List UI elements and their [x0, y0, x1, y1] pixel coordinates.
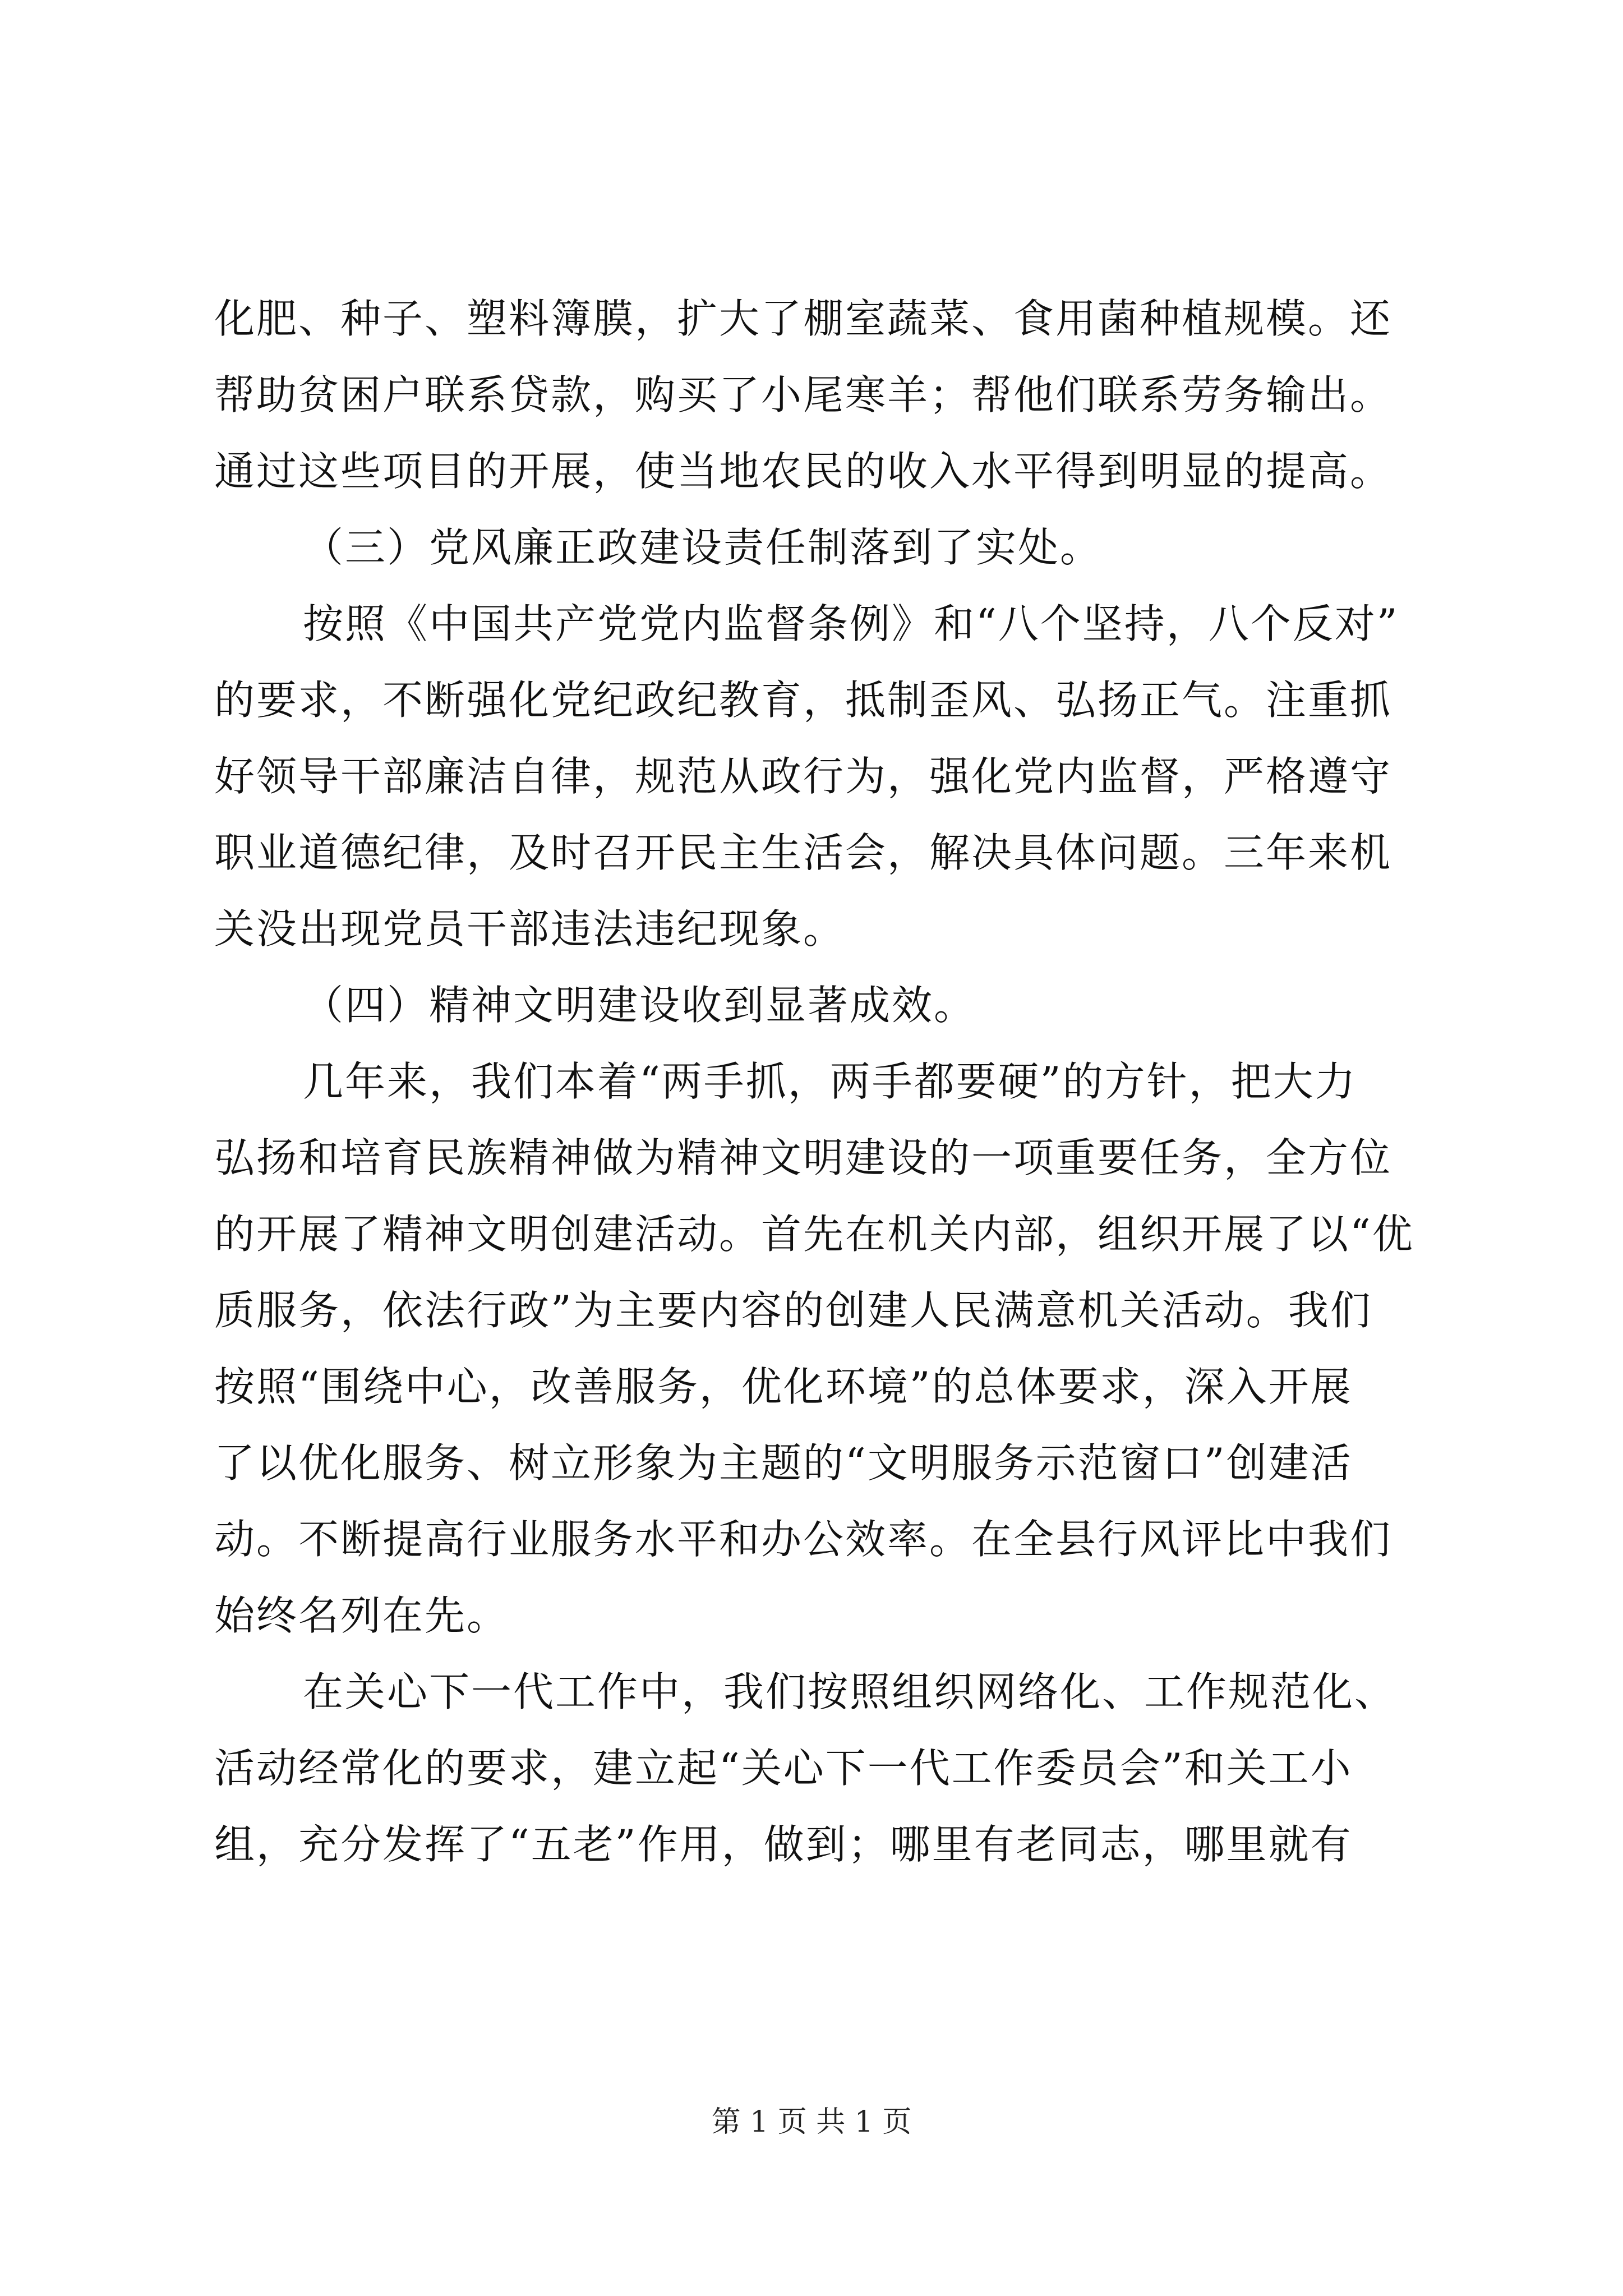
text-line: 按照“围绕中心，改善服务，优化环境”的总体要求，深入开展	[214, 1363, 1353, 1410]
text-line: 了以优化服务、树立形象为主题的“文明服务示范窗口”创建活	[214, 1439, 1353, 1487]
text-line: 化肥、种子、塑料簿膜，扩大了棚室蔬菜、食用菌种植规模。还	[214, 295, 1393, 342]
paragraph-spiritual-civilization	[214, 1043, 1448, 1654]
text-line: 动。不断提高行业服务水平和办公效率。在全县行风评比中我们	[214, 1516, 1393, 1563]
paragraph-fertilizer-aid	[214, 280, 1448, 509]
heading-line: （三）党风廉正政建设责任制落到了实处。	[303, 524, 1103, 571]
section-heading-4	[214, 967, 1448, 1043]
text-line: 关没出现党员干部违法违纪现象。	[214, 905, 846, 953]
text-line: 活动经常化的要求，建立起“关心下一代工作委员会”和关工小	[214, 1745, 1353, 1792]
text-line: 好领导干部廉洁自律，规范从政行为，强化党内监督，严格遵守	[214, 753, 1393, 800]
paragraph-party-discipline	[214, 586, 1448, 967]
text-line: 始终名列在先。	[214, 1592, 509, 1639]
text-line: 几年来，我们本着“两手抓，两手都要硬”的方针，把大力	[303, 1058, 1357, 1105]
document-body	[214, 280, 1448, 1883]
text-line: 职业道德纪律，及时召开民主生活会，解决具体问题。三年来机	[214, 829, 1393, 876]
text-line: 组，充分发挥了“五老”作用，做到；哪里有老同志，哪里就有	[214, 1821, 1353, 1868]
page-number-footer: 第 1 页 共 1 页	[711, 2105, 912, 2139]
text-line: 在关心下一代工作中，我们按照组织网络化、工作规范化、	[303, 1668, 1397, 1715]
text-line: 按照《中国共产党党内监督条例》和“八个坚持，八个反对”	[303, 600, 1399, 647]
text-line: 的开展了精神文明创建活动。首先在机关内部，组织开展了以“优	[214, 1211, 1414, 1258]
text-line: 质服务，依法行政”为主要内容的创建人民满意机关活动。我们	[214, 1287, 1372, 1334]
paragraph-next-generation	[214, 1654, 1448, 1883]
heading-line: （四）精神文明建设收到显著成效。	[303, 982, 976, 1029]
text-line: 帮助贫困户联系贷款，购买了小尾寒羊；帮他们联系劳务输出。	[214, 371, 1393, 418]
text-line: 的要求，不断强化党纪政纪教育，抵制歪风、弘扬正气。注重抓	[214, 677, 1393, 724]
section-heading-3	[214, 509, 1448, 586]
text-line: 通过这些项目的开展，使当地农民的收入水平得到明显的提高。	[214, 448, 1393, 495]
text-line: 弘扬和培育民族精神做为精神文明建设的一项重要任务，全方位	[214, 1134, 1393, 1181]
